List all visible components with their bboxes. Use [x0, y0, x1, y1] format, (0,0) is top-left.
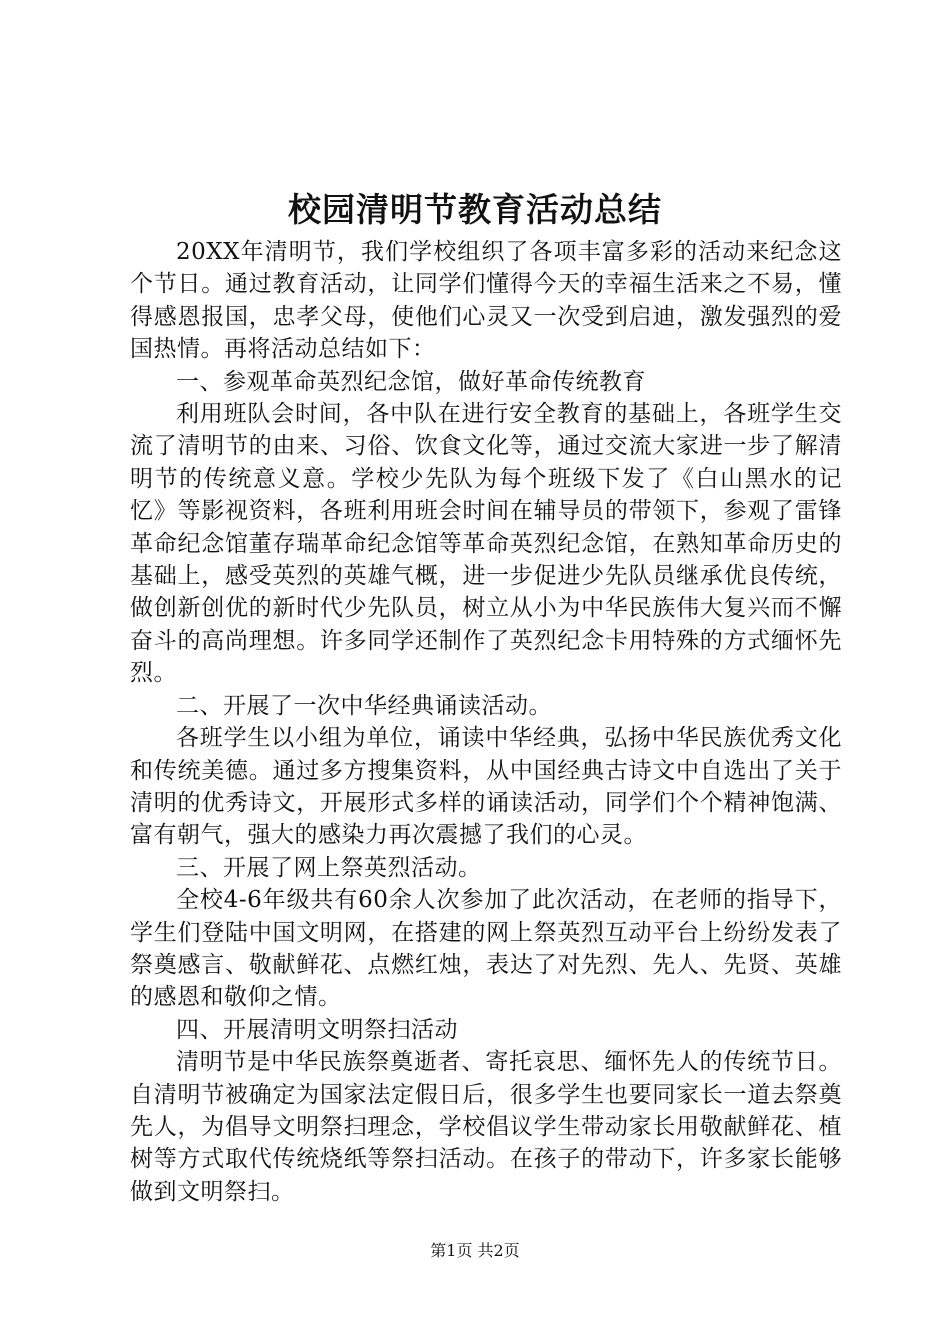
intro-paragraph: 20XX年清明节，我们学校组织了各项丰富多彩的活动来纪念这个节日。通过教育活动，让同学们懂得今天的幸福生活来之不易，懂得感恩报国，忠孝父母，使他们心灵又一次受到启迪，激发强烈的爱国热情。再将活动总结如下： [130, 239, 842, 363]
section-1-paragraph: 利用班队会时间，各中队在进行安全教育的基础上，各班学生交流了清明节的由来、习俗、饮食文化等，通过交流大家进一步了解清明节的传统意义意。学校少先队为每个班级下发了《白山黑水的记忆》等影视资料，各班利用班会时间在辅导员的带领下，参观了雷锋革命纪念馆董存瑞革命纪念馆等革命英烈纪念馆，在熟知革命历史的基础上，感受英烈的英雄气概，进一步促进少先队员继承优良传统，做创新创优的新时代少先队员，树立从小为中华民族伟大复兴而不懈奋斗的高尚理想。许多同学还制作了英烈纪念卡用特殊的方式缅怀先烈。 [130, 401, 842, 687]
page-footer: 第1页 共2页 [430, 1241, 520, 1260]
section-2-paragraph: 各班学生以小组为单位，诵读中华经典，弘扬中华民族优秀文化和传统美德。通过多方搜集资料，从中国经典古诗文中自选出了关于清明的优秀诗文，开展形式多样的诵读活动，同学们个个精神饱满、富有朝气，强大的感染力再次震撼了我们的心灵。 [130, 725, 842, 849]
document-title: 校园清明节教育活动总结 [288, 190, 662, 229]
section-heading-1: 一、参观革命英烈纪念馆，做好革命传统教育 [176, 368, 646, 395]
section-3-paragraph: 全校4-6年级共有60余人次参加了此次活动，在老师的指导下，学生们登陆中国文明网，在搭建的网上祭英烈互动平台上纷纷发表了祭奠感言、敬献鲜花、点燃红烛，表达了对先烈、先人、先贤、英雄的感恩和敬仰之情。 [130, 887, 842, 1011]
section-heading-3: 三、开展了网上祭英烈活动。 [176, 854, 482, 881]
section-heading-2: 二、开展了一次中华经典诵读活动。 [176, 692, 552, 719]
document-body [130, 236, 842, 1208]
section-4-paragraph: 清明节是中华民族祭奠逝者、寄托哀思、缅怀先人的传统节日。自清明节被确定为国家法定假日后，很多学生也要同家长一道去祭奠先人，为倡导文明祭扫理念，学校倡议学生带动家长用敬献鲜花、植树等方式取代传统烧纸等祭扫活动。在孩子的带动下，许多家长能够做到文明祭扫。 [130, 1049, 842, 1205]
section-heading-4: 四、开展清明文明祭扫活动 [176, 1016, 458, 1043]
